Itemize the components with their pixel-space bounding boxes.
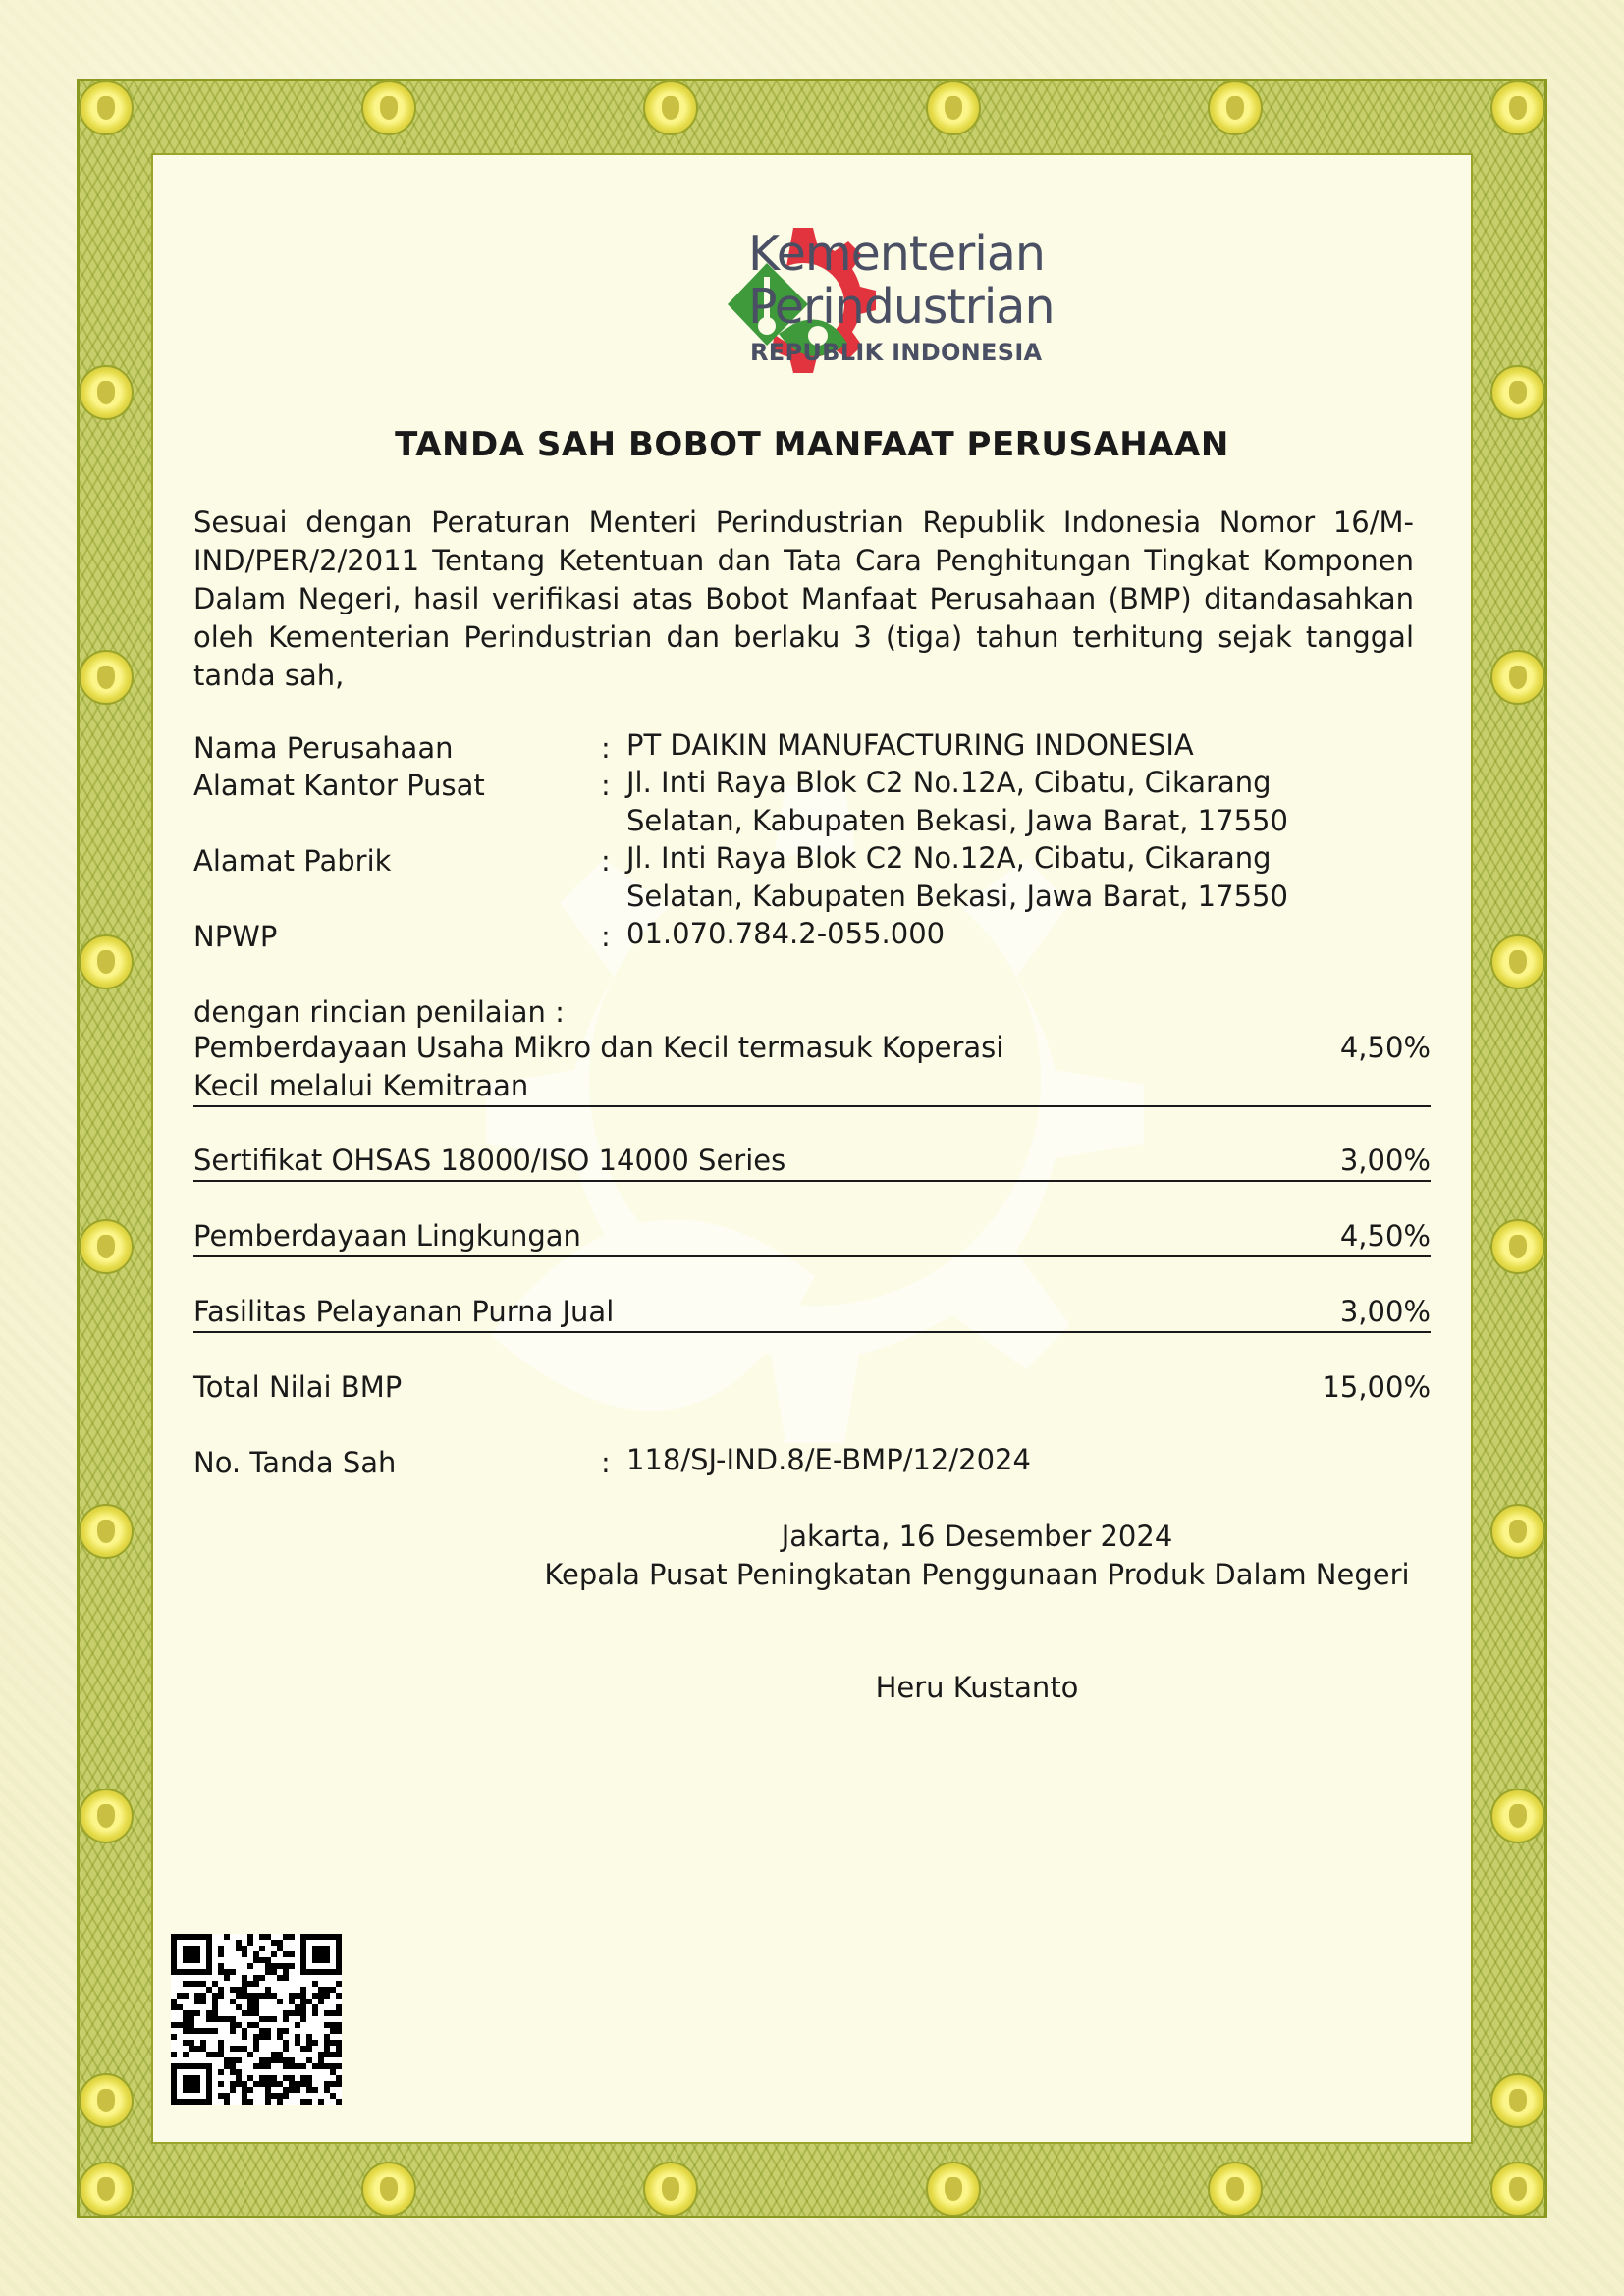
company-name-value: PT DAIKIN MANUFACTURING INDONESIA	[626, 728, 1194, 762]
logo-text-kementerian: Kementerian	[748, 226, 1045, 282]
garuda-medallion-icon	[643, 2162, 698, 2216]
garuda-medallion-icon	[1490, 2073, 1545, 2128]
garuda-medallion-icon	[926, 2162, 981, 2216]
signatory-name: Heru Kustanto	[875, 1671, 1079, 1704]
hq-address-line-2: Selatan, Kabupaten Bekasi, Jawa Barat, 17550	[626, 804, 1288, 837]
garuda-medallion-icon	[79, 80, 134, 135]
detail-value: 3,00%	[1339, 1144, 1431, 1177]
signature-place-date: Jakarta, 16 Desember 2024	[781, 1520, 1173, 1553]
garuda-medallion-icon	[1490, 80, 1545, 135]
garuda-medallion-icon	[1490, 650, 1545, 705]
detail-row-purna-jual	[193, 1293, 1431, 1333]
garuda-medallion-icon	[1208, 2162, 1263, 2216]
details-heading: dengan rincian penilaian :	[193, 995, 565, 1029]
garuda-medallion-icon	[79, 2162, 134, 2216]
total-label: Total Nilai BMP	[193, 1370, 403, 1404]
garuda-medallion-icon	[1490, 1219, 1545, 1274]
garuda-medallion-icon	[643, 80, 698, 135]
detail-label: Fasilitas Pelayanan Purna Jual	[193, 1295, 615, 1328]
colon: :	[601, 844, 611, 878]
logo-text-perindustrian: Perindustrian	[748, 279, 1055, 335]
hq-address-label: Alamat Kantor Pusat	[193, 769, 485, 802]
garuda-medallion-icon	[79, 365, 134, 420]
garuda-medallion-icon	[1490, 1504, 1545, 1559]
company-name-label: Nama Perusahaan	[193, 731, 454, 765]
garuda-medallion-icon	[1208, 80, 1263, 135]
detail-row-umk	[193, 1029, 1431, 1107]
validation-number-label: No. Tanda Sah	[193, 1446, 397, 1479]
detail-value: 4,50%	[1339, 1219, 1431, 1253]
garuda-medallion-icon	[361, 80, 416, 135]
colon: :	[601, 1446, 611, 1479]
garuda-medallion-icon	[79, 1219, 134, 1274]
factory-address-line-1: Jl. Inti Raya Blok C2 No.12A, Cibatu, Cikarang	[626, 841, 1272, 875]
npwp-label: NPWP	[193, 920, 278, 953]
total-value: 15,00%	[1322, 1370, 1431, 1404]
detail-label: Pemberdayaan Lingkungan	[193, 1219, 581, 1253]
garuda-medallion-icon	[79, 1789, 134, 1843]
garuda-medallion-icon	[361, 2162, 416, 2216]
garuda-medallion-icon	[79, 650, 134, 705]
detail-label: Sertifikat OHSAS 18000/ISO 14000 Series	[193, 1144, 786, 1177]
garuda-medallion-icon	[1490, 2162, 1545, 2216]
signature-position: Kepala Pusat Peningkatan Penggunaan Produk Dalam Negeri	[544, 1558, 1410, 1591]
garuda-medallion-icon	[1490, 365, 1545, 420]
garuda-medallion-icon	[79, 934, 134, 989]
garuda-medallion-icon	[79, 1504, 134, 1559]
garuda-medallion-icon	[79, 2073, 134, 2128]
colon: :	[601, 769, 611, 802]
detail-row-lingkungan	[193, 1217, 1431, 1257]
logo-text-republik: REPUBLIK INDONESIA	[750, 339, 1043, 366]
detail-value: 3,00%	[1339, 1295, 1431, 1328]
factory-address-line-2: Selatan, Kabupaten Bekasi, Jawa Barat, 17550	[626, 880, 1288, 913]
colon: :	[601, 731, 611, 765]
garuda-medallion-icon	[1490, 1789, 1545, 1843]
total-row	[193, 1368, 1431, 1407]
garuda-medallion-icon	[926, 80, 981, 135]
hq-address-line-1: Jl. Inti Raya Blok C2 No.12A, Cibatu, Cikarang	[626, 766, 1272, 799]
detail-label-line-2: Kecil melalui Kemitraan	[193, 1069, 529, 1102]
detail-value: 4,50%	[1339, 1031, 1431, 1064]
garuda-medallion-icon	[1490, 934, 1545, 989]
colon: :	[601, 920, 611, 953]
intro-paragraph: Sesuai dengan Peraturan Menteri Perindustrian Republik Indonesia Nomor 16/M-IND/PER/2/2011 Tentang Ketentuan dan Tata Cara Penghitungan Tingkat Komponen Dalam Negeri, hasil verifikasi atas Bobot Manfaat Perusahaan (BMP) ditandasahkan oleh Kementerian Perindustrian dan berlaku 3 (tiga) tahun terhitung sejak tanggal tanda sah,	[193, 506, 1414, 692]
detail-label-line-1: Pemberdayaan Usaha Mikro dan Kecil termasuk Koperasi	[193, 1031, 1004, 1064]
validation-number-value: 118/SJ-IND.8/E-BMP/12/2024	[626, 1443, 1031, 1476]
detail-row-ohsas	[193, 1142, 1431, 1182]
npwp-value: 01.070.784.2-055.000	[626, 917, 946, 950]
document-title: TANDA SAH BOBOT MANFAAT PERUSAHAAN	[395, 425, 1229, 464]
factory-address-label: Alamat Pabrik	[193, 844, 392, 878]
qr-code	[171, 1934, 342, 2105]
